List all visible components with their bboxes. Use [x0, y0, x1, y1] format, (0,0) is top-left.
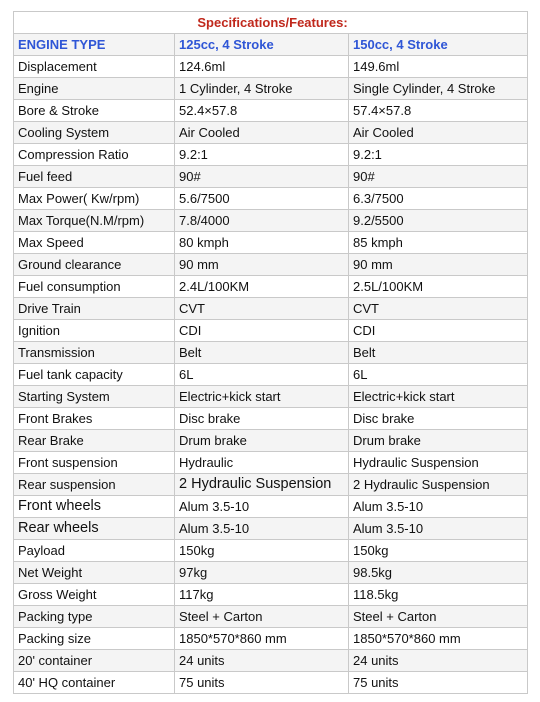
table-row — [14, 474, 528, 496]
table-row — [14, 650, 528, 672]
header-125cc: 125cc, 4 Stroke — [175, 34, 349, 56]
row-label: Ground clearance — [14, 254, 175, 276]
row-label: Cooling System — [14, 122, 175, 144]
table-row — [14, 232, 528, 254]
row-label: Net Weight — [14, 562, 175, 584]
value-125cc: 24 units — [175, 650, 349, 672]
value-125cc: 1850*570*860 mm — [175, 628, 349, 650]
table-title: Specifications/Features: — [14, 12, 528, 34]
value-125cc: 97kg — [175, 562, 349, 584]
value-150cc: 57.4×57.8 — [349, 100, 528, 122]
header-engine-type: ENGINE TYPE — [14, 34, 175, 56]
row-label: Packing type — [14, 606, 175, 628]
value-150cc: 150kg — [349, 540, 528, 562]
row-label: Compression Ratio — [14, 144, 175, 166]
value-125cc: Belt — [175, 342, 349, 364]
table-row — [14, 540, 528, 562]
row-label: Transmission — [14, 342, 175, 364]
value-125cc: 1 Cylinder, 4 Stroke — [175, 78, 349, 100]
row-label: Displacement — [14, 56, 175, 78]
row-label: Fuel consumption — [14, 276, 175, 298]
value-125cc: 9.2:1 — [175, 144, 349, 166]
table-row — [14, 364, 528, 386]
table-row — [14, 430, 528, 452]
table-row — [14, 320, 528, 342]
value-125cc: 5.6/7500 — [175, 188, 349, 210]
row-label: Max Speed — [14, 232, 175, 254]
value-150cc: Single Cylinder, 4 Stroke — [349, 78, 528, 100]
header-150cc: 150cc, 4 Stroke — [349, 34, 528, 56]
value-125cc: 2.4L/100KM — [175, 276, 349, 298]
row-label: Front Brakes — [14, 408, 175, 430]
row-label: Front suspension — [14, 452, 175, 474]
table-row — [14, 672, 528, 694]
value-125cc: 80 kmph — [175, 232, 349, 254]
value-150cc: 2.5L/100KM — [349, 276, 528, 298]
table-row — [14, 144, 528, 166]
value-150cc: Alum 3.5-10 — [349, 518, 528, 540]
row-label: Front wheels — [14, 496, 175, 518]
table-row — [14, 452, 528, 474]
value-125cc: 52.4×57.8 — [175, 100, 349, 122]
table-row — [14, 254, 528, 276]
row-label: Bore & Stroke — [14, 100, 175, 122]
table-row — [14, 56, 528, 78]
spec-table — [13, 11, 528, 694]
table-row — [14, 298, 528, 320]
table-row — [14, 100, 528, 122]
row-label: Engine — [14, 78, 175, 100]
value-150cc: CDI — [349, 320, 528, 342]
value-125cc: Drum brake — [175, 430, 349, 452]
table-row — [14, 562, 528, 584]
value-125cc: Alum 3.5-10 — [175, 518, 349, 540]
value-150cc: CVT — [349, 298, 528, 320]
row-label: Ignition — [14, 320, 175, 342]
value-150cc: 90 mm — [349, 254, 528, 276]
value-150cc: Steel + Carton — [349, 606, 528, 628]
value-150cc: 6L — [349, 364, 528, 386]
table-row — [14, 584, 528, 606]
value-150cc: 6.3/7500 — [349, 188, 528, 210]
table-row — [14, 210, 528, 232]
row-label: Starting System — [14, 386, 175, 408]
spec-table-container — [13, 11, 527, 694]
value-150cc: 2 Hydraulic Suspension — [349, 474, 528, 496]
value-125cc: 117kg — [175, 584, 349, 606]
row-label: Packing size — [14, 628, 175, 650]
value-150cc: Disc brake — [349, 408, 528, 430]
table-row — [14, 122, 528, 144]
value-150cc: Alum 3.5-10 — [349, 496, 528, 518]
row-label: 20' container — [14, 650, 175, 672]
table-row — [14, 166, 528, 188]
value-125cc: Hydraulic — [175, 452, 349, 474]
value-150cc: Air Cooled — [349, 122, 528, 144]
row-label: Max Power( Kw/rpm) — [14, 188, 175, 210]
value-150cc: 98.5kg — [349, 562, 528, 584]
row-label: Gross Weight — [14, 584, 175, 606]
value-150cc: 9.2/5500 — [349, 210, 528, 232]
row-label: Rear suspension — [14, 474, 175, 496]
value-125cc: 6L — [175, 364, 349, 386]
table-row — [14, 606, 528, 628]
value-150cc: 24 units — [349, 650, 528, 672]
value-150cc: Belt — [349, 342, 528, 364]
value-150cc: Drum brake — [349, 430, 528, 452]
value-150cc: 149.6ml — [349, 56, 528, 78]
value-150cc: 90# — [349, 166, 528, 188]
row-label: Rear wheels — [14, 518, 175, 540]
value-125cc: 7.8/4000 — [175, 210, 349, 232]
row-label: Rear Brake — [14, 430, 175, 452]
value-125cc: Electric+kick start — [175, 386, 349, 408]
table-row — [14, 496, 528, 518]
table-row — [14, 188, 528, 210]
table-row — [14, 628, 528, 650]
value-150cc: 85 kmph — [349, 232, 528, 254]
value-150cc: 118.5kg — [349, 584, 528, 606]
row-label: Payload — [14, 540, 175, 562]
value-125cc: Steel + Carton — [175, 606, 349, 628]
value-125cc: CVT — [175, 298, 349, 320]
row-label: 40' HQ container — [14, 672, 175, 694]
value-150cc: Hydraulic Suspension — [349, 452, 528, 474]
row-label: Fuel tank capacity — [14, 364, 175, 386]
table-row — [14, 518, 528, 540]
value-125cc: 90# — [175, 166, 349, 188]
value-125cc: 75 units — [175, 672, 349, 694]
value-125cc: 124.6ml — [175, 56, 349, 78]
table-title-row — [14, 12, 528, 34]
value-125cc: Disc brake — [175, 408, 349, 430]
value-150cc: 9.2:1 — [349, 144, 528, 166]
value-125cc: 90 mm — [175, 254, 349, 276]
value-150cc: Electric+kick start — [349, 386, 528, 408]
row-label: Fuel feed — [14, 166, 175, 188]
row-label: Max Torque(N.M/rpm) — [14, 210, 175, 232]
table-row — [14, 342, 528, 364]
table-header-row — [14, 34, 528, 56]
value-125cc: 2 Hydraulic Suspension — [175, 474, 349, 496]
table-row — [14, 78, 528, 100]
row-label: Drive Train — [14, 298, 175, 320]
value-125cc: 150kg — [175, 540, 349, 562]
table-row — [14, 386, 528, 408]
value-150cc: 1850*570*860 mm — [349, 628, 528, 650]
value-150cc: 75 units — [349, 672, 528, 694]
value-125cc: Alum 3.5-10 — [175, 496, 349, 518]
table-row — [14, 276, 528, 298]
value-125cc: CDI — [175, 320, 349, 342]
table-row — [14, 408, 528, 430]
value-125cc: Air Cooled — [175, 122, 349, 144]
